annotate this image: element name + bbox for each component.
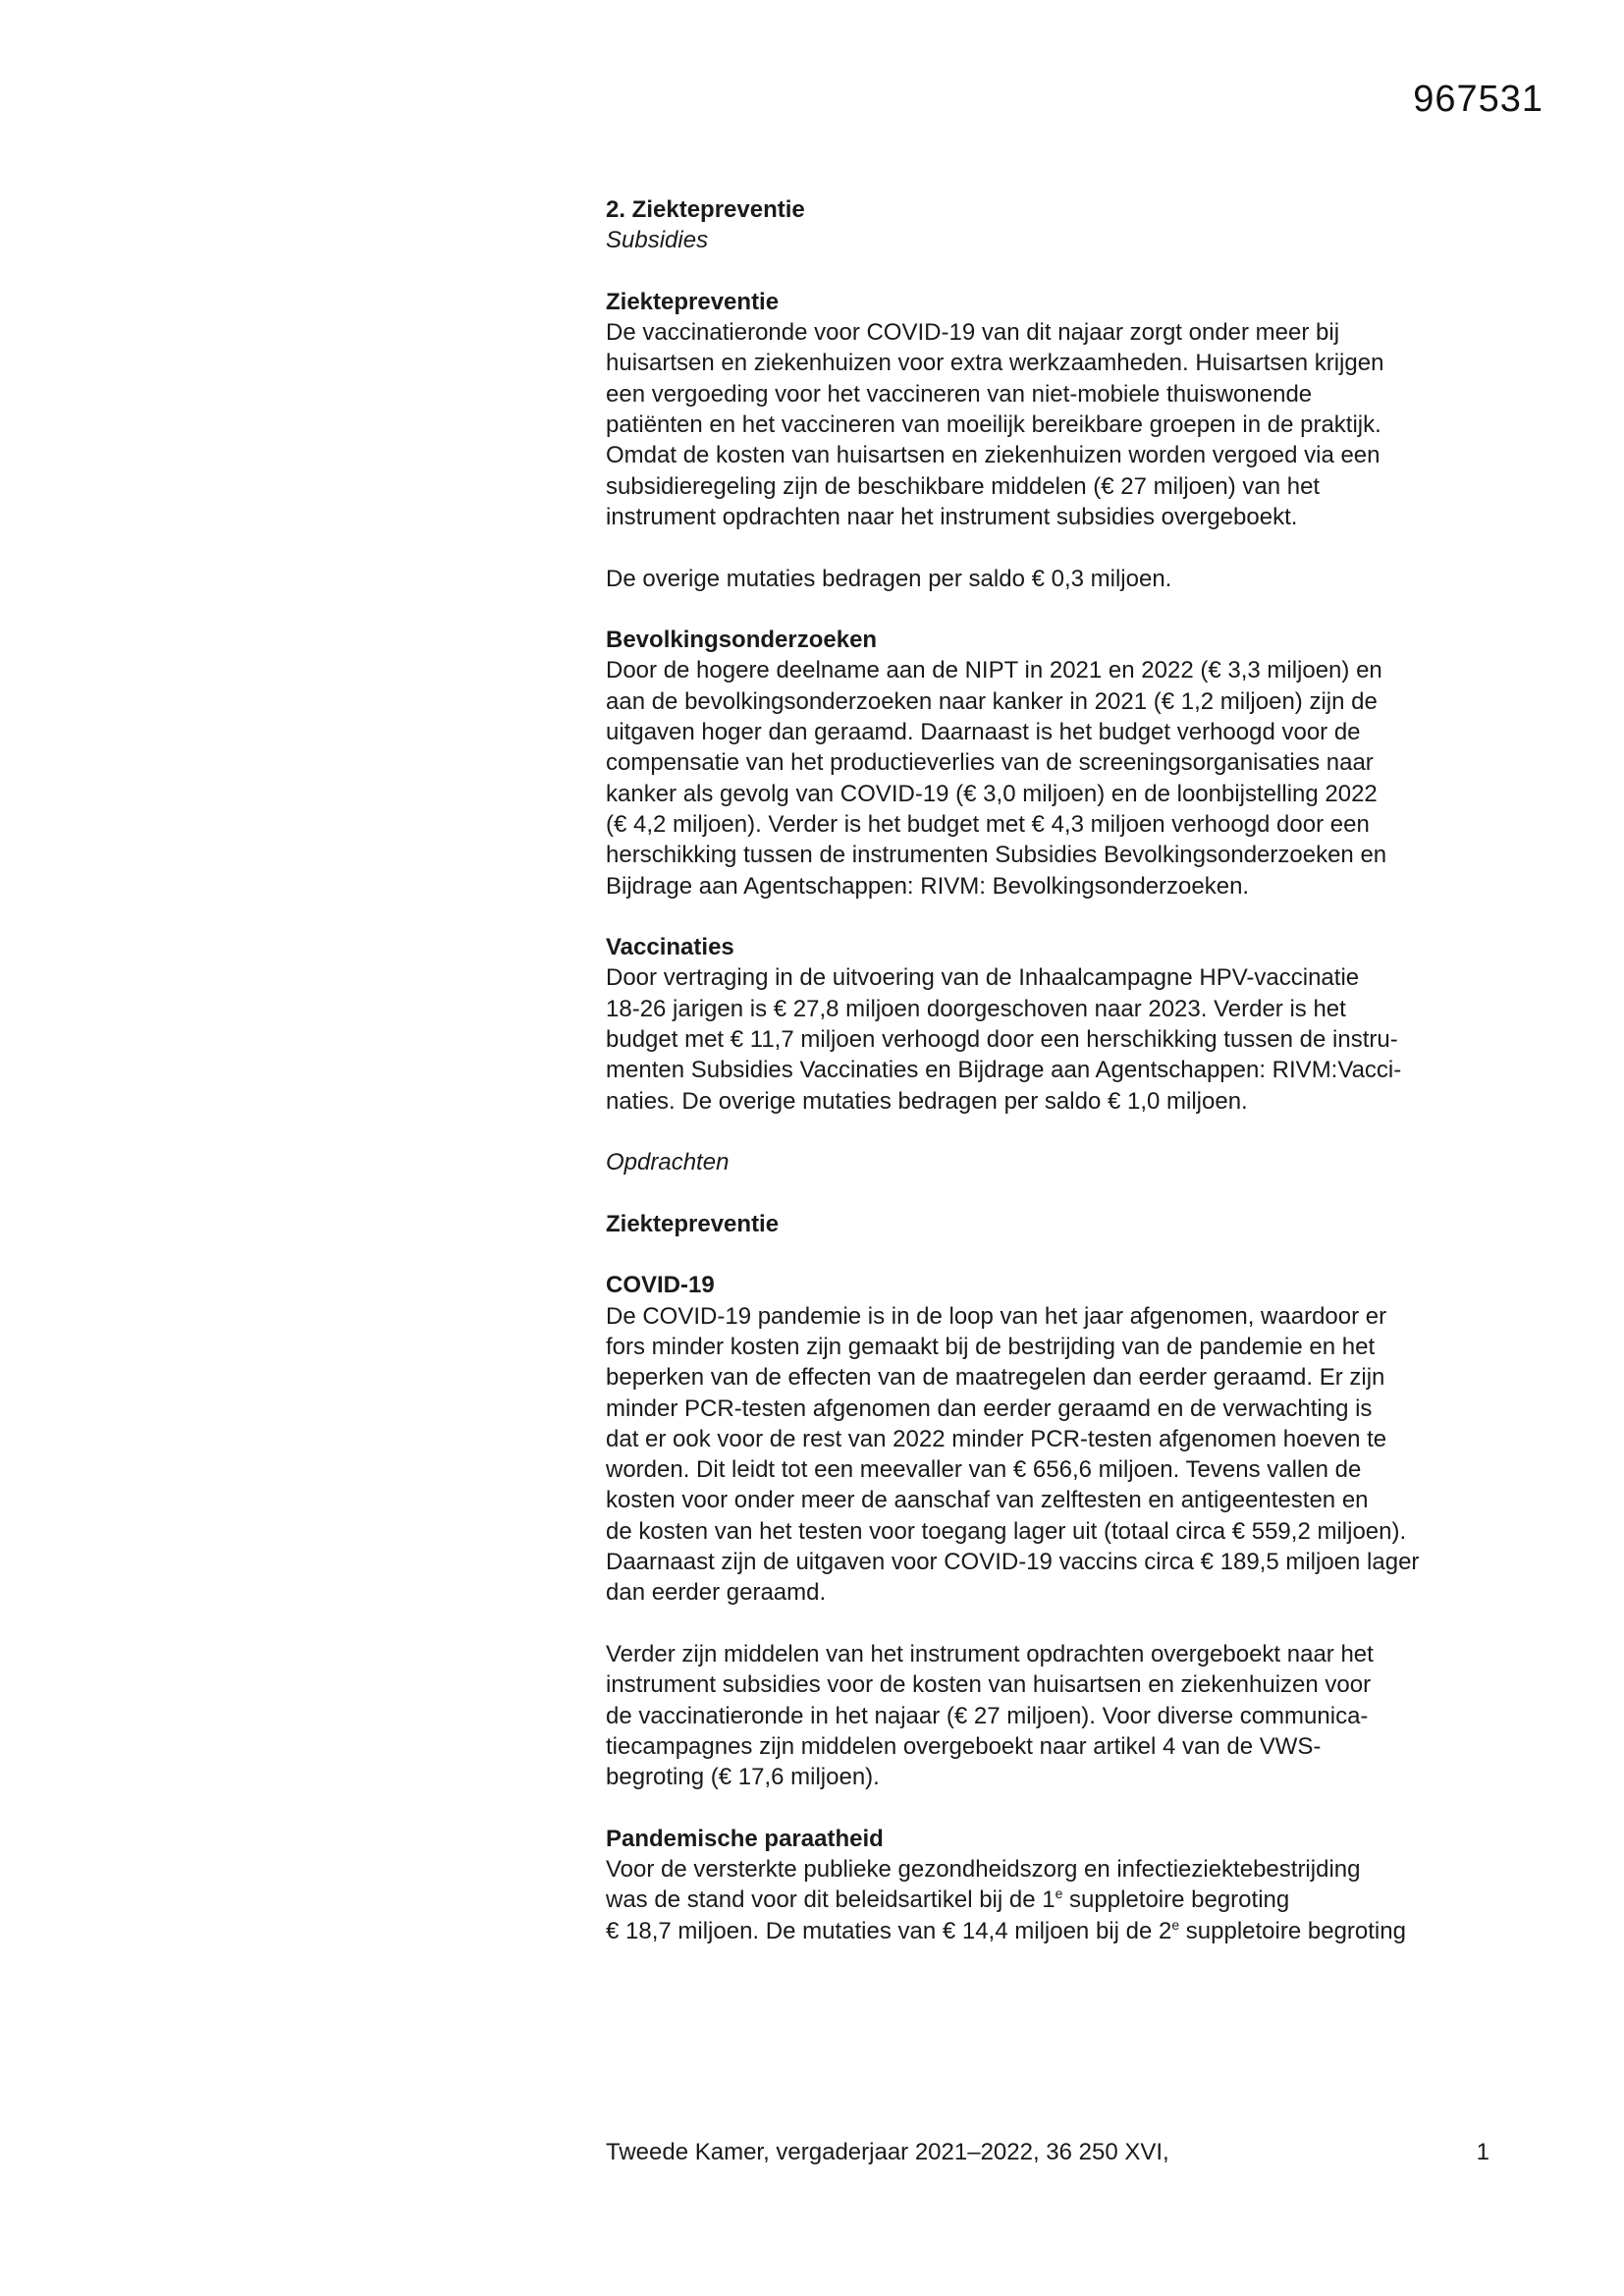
paragraph-line: Verder zijn middelen van het instrument opdrachten overgeboekt naar het (606, 1640, 1374, 1667)
paragraph-line: een vergoeding voor het vaccineren van niet-mobiele thuiswonende (606, 380, 1313, 408)
opdrachten-title: Ziektepreventie (606, 1210, 780, 1237)
vaccinaties-title: Vaccinaties (606, 934, 734, 961)
section-heading: 2. Ziektepreventie (606, 196, 805, 223)
paragraph-line: Daarnaast zijn de uitgaven voor COVID-19 vaccins circa € 189,5 miljoen lager (606, 1549, 1420, 1576)
paragraph-line: aan de bevolkingsonderzoeken naar kanker in 2021 (€ 1,2 miljoen) zijn de (606, 687, 1378, 715)
paragraph-line: compensatie van het productieverlies van de screeningsorganisaties naar (606, 749, 1374, 777)
footer-citation: Tweede Kamer, vergaderjaar 2021–2022, 36 250 XVI, (606, 2139, 1169, 2165)
paragraph-line: Door de hogere deelname aan de NIPT in 2021 en 2022 (€ 3,3 miljoen) en (606, 657, 1382, 684)
paragraph-line: De COVID-19 pandemie is in de loop van het jaar afgenomen, waardoor er (606, 1302, 1387, 1330)
paragraph-line: beperken van de effecten van de maatregelen dan eerder geraamd. Er zijn (606, 1364, 1385, 1392)
paragraph-line: de kosten van het testen voor toegang lager uit (totaal circa € 559,2 miljoen). (606, 1517, 1407, 1545)
page-number: 1 (1476, 2139, 1489, 2165)
paragraph-line: instrument subsidies voor de kosten van huisartsen en ziekenhuizen voor (606, 1671, 1372, 1699)
paragraph-line: begroting (€ 17,6 miljoen). (606, 1764, 880, 1791)
paragraph-line: menten Subsidies Vaccinaties en Bijdrage aan Agentschappen: RIVM:Vacci- (606, 1057, 1402, 1084)
section-subheading: Subsidies (606, 227, 709, 254)
paragraph-line: instrument opdrachten naar het instrument subsidies overgeboekt. (606, 503, 1298, 530)
paragraph-line: budget met € 11,7 miljoen verhoogd door een herschikking tussen de instru- (606, 1026, 1398, 1054)
bevolkingsonderzoeken-title: Bevolkingsonderzoeken (606, 627, 878, 654)
paragraph-line: De overige mutaties bedragen per saldo € 0,3 miljoen. (606, 565, 1172, 592)
paragraph-line: dat er ook voor de rest van 2022 minder PCR-testen afgenomen hoeven te (606, 1425, 1387, 1452)
document-body (606, 194, 1489, 1946)
paragraph-line: minder PCR-testen afgenomen dan eerder geraamd en de verwachting is (606, 1394, 1373, 1422)
opdrachten-subheading: Opdrachten (606, 1149, 730, 1176)
paragraph-line: patiënten en het vaccineren van moeilijk bereikbare groepen in de praktijk. (606, 411, 1381, 439)
paragraph-line: huisartsen en ziekenhuizen voor extra werkzaamheden. Huisartsen krijgen (606, 350, 1384, 377)
paragraph-line: herschikking tussen de instrumenten Subsidies Bevolkingsonderzoeken en (606, 842, 1387, 869)
paragraph-line: uitgaven hoger dan geraamd. Daarnaast is het budget verhoogd voor de (606, 719, 1361, 746)
paragraph-line: 18-26 jarigen is € 27,8 miljoen doorgeschoven naar 2023. Verder is het (606, 995, 1346, 1022)
paragraph-line: € 18,7 miljoen. De mutaties van € 14,4 miljoen bij de 2e suppletoire begroting (606, 1916, 1406, 1944)
paragraph-line: Omdat de kosten van huisartsen en ziekenhuizen worden vergoed via een (606, 442, 1380, 469)
paragraph-line: Bijdrage aan Agentschappen: RIVM: Bevolkingsonderzoeken. (606, 872, 1250, 900)
paragraph-line: fors minder kosten zijn gemaakt bij de bestrijding van de pandemie en het (606, 1333, 1376, 1360)
paragraph-line: tiecampagnes zijn middelen overgeboekt naar artikel 4 van de VWS- (606, 1732, 1322, 1760)
paragraph-line: kanker als gevolg van COVID-19 (€ 3,0 miljoen) en de loonbijstelling 2022 (606, 780, 1378, 807)
paragraph-line: Door vertraging in de uitvoering van de Inhaalcampagne HPV-vaccinatie (606, 964, 1360, 992)
paragraph-line: de vaccinatieronde in het najaar (€ 27 miljoen). Voor diverse communica- (606, 1702, 1369, 1729)
covid-title: COVID-19 (606, 1272, 715, 1299)
paragraph-line: subsidieregeling zijn de beschikbare middelen (€ 27 miljoen) van het (606, 472, 1321, 500)
paragraph-line: De vaccinatieronde voor COVID-19 van dit najaar zorgt onder meer bij (606, 319, 1340, 347)
paragraph-line: dan eerder geraamd. (606, 1579, 827, 1607)
document-id: 967531 (1413, 79, 1543, 120)
paragraph-line: Voor de versterkte publieke gezondheidszorg en infectieziektebestrijding (606, 1856, 1361, 1884)
paragraph-line: was de stand voor dit beleidsartikel bij de 1e suppletoire begroting (606, 1886, 1290, 1914)
paragraph-line: (€ 4,2 miljoen). Verder is het budget met € 4,3 miljoen verhoogd door een (606, 810, 1370, 838)
pandemische-title: Pandemische paraatheid (606, 1825, 884, 1852)
paragraph-line: naties. De overige mutaties bedragen per saldo € 1,0 miljoen. (606, 1087, 1248, 1115)
paragraph-line: kosten voor onder meer de aanschaf van zelftesten en antigeentesten en (606, 1487, 1369, 1514)
paragraph-line: worden. Dit leidt tot een meevaller van € 656,6 miljoen. Tevens vallen de (606, 1456, 1362, 1484)
ziektepreventie-title: Ziektepreventie (606, 288, 780, 315)
